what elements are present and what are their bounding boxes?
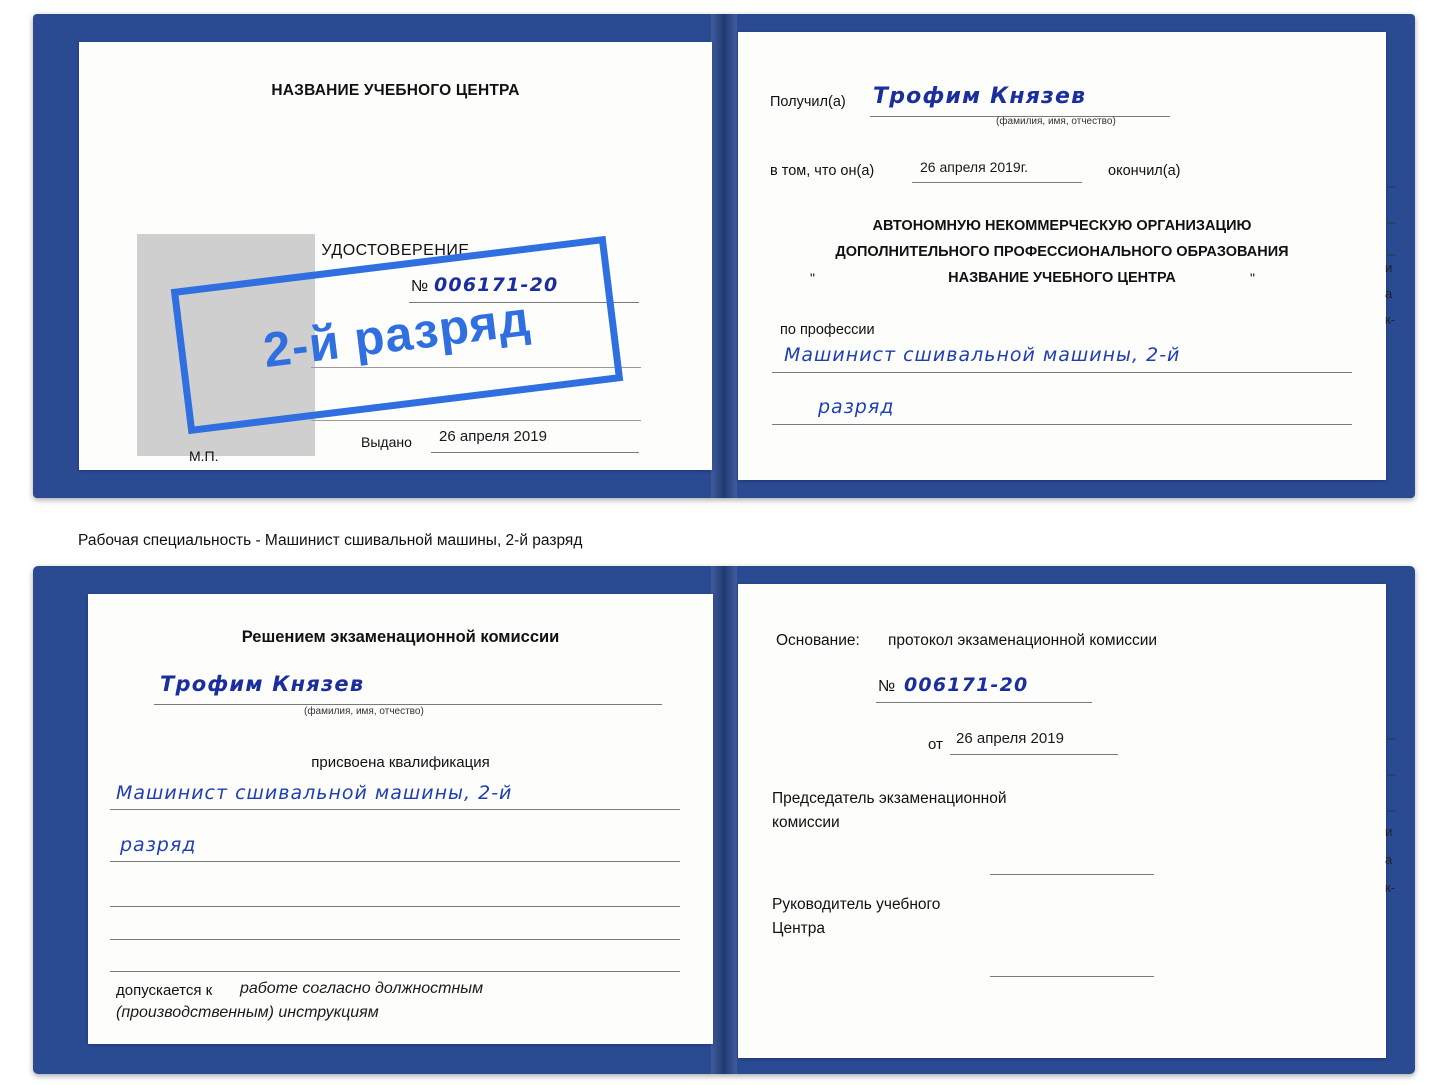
certificate2-edge-fragments: – – – и а к- xyxy=(1385,730,1396,895)
from-date-underline xyxy=(950,754,1118,755)
edge-fragment-3: к- xyxy=(1385,880,1396,895)
basis-label: Основание: xyxy=(776,632,860,649)
blank-rule-2 xyxy=(110,939,680,940)
from-label: от xyxy=(928,736,943,753)
allowed-label: допускается к xyxy=(116,982,213,999)
edge-fragment-2: а xyxy=(1385,852,1393,867)
quote-close: " xyxy=(1250,270,1255,286)
certificate-book-bottom xyxy=(33,566,1415,1074)
head-signature-line xyxy=(990,976,1154,977)
protocol-number-underline xyxy=(876,702,1092,703)
image-caption: Рабочая специальность - Машинист сшивальной машины, 2-й разряд xyxy=(78,532,583,549)
quote-open: " xyxy=(810,270,815,286)
certificate2-left-page xyxy=(88,594,713,1044)
student-name-underline xyxy=(154,704,662,705)
blank-line-2 xyxy=(311,420,641,421)
org-line-2: ДОПОЛНИТЕЛЬНОГО ПРОФЕССИОНАЛЬНОГО ОБРАЗОВАНИЯ xyxy=(835,244,1289,260)
finished-label: окончил(а) xyxy=(1108,163,1181,179)
qualification-line-1: Машинист сшивальной машины, 2-й xyxy=(116,782,513,804)
number-symbol: № xyxy=(878,678,896,695)
profession-line-2: разряд xyxy=(818,396,895,418)
that-label: в том, что он(а) xyxy=(770,163,875,179)
allowed-line-1: работе согласно должностным xyxy=(240,980,484,997)
issued-label: Выдано xyxy=(361,434,412,450)
certificate2-right-page xyxy=(738,584,1386,1058)
certificate1-edge-fragments: – – – и а к- xyxy=(1385,178,1396,327)
profession-line-2-rule xyxy=(772,424,1352,425)
edge-fragment-1: и xyxy=(1385,824,1393,839)
profession-label: по профессии xyxy=(780,322,875,338)
edge-fragment-3: к- xyxy=(1385,312,1396,327)
org-name: НАЗВАНИЕ УЧЕБНОГО ЦЕНТРА xyxy=(948,270,1176,286)
head-line-2: Центра xyxy=(772,920,825,937)
finish-date-underline xyxy=(912,182,1082,183)
qualification-label: присвоена квалификация xyxy=(311,754,490,771)
name-hint: (фамилия, имя, отчество) xyxy=(996,116,1116,127)
blank-rule-1 xyxy=(110,906,680,907)
certificate-number: 006171-20 xyxy=(434,274,559,296)
certificate1-right-page xyxy=(738,32,1386,480)
protocol-number: 006171-20 xyxy=(904,674,1029,696)
student-name: Трофим Князев xyxy=(160,672,365,696)
profession-line-1: Машинист сшивальной машины, 2-й xyxy=(784,344,1181,366)
seal-label: М.П. xyxy=(189,448,219,464)
page-title: НАЗВАНИЕ УЧЕБНОГО ЦЕНТРА xyxy=(271,82,520,99)
issued-date-underline xyxy=(431,452,639,453)
chair-line-1: Председатель экзаменационной xyxy=(772,790,1007,807)
page-title: Решением экзаменационной комиссии xyxy=(241,628,560,646)
basis-value: протокол экзаменационной комиссии xyxy=(888,632,1158,649)
edge-fragment-2: а xyxy=(1385,286,1393,301)
qualification-line-2: разряд xyxy=(120,834,197,856)
chair-signature-line xyxy=(990,874,1154,875)
number-symbol: № xyxy=(411,278,429,295)
edge-fragment-1: и xyxy=(1385,260,1393,275)
received-label: Получил(а) xyxy=(770,94,846,110)
watermark-text: 2-й разряд xyxy=(260,291,534,379)
chair-line-2: комиссии xyxy=(772,814,840,831)
qual-rule-1 xyxy=(110,809,680,810)
qual-rule-2 xyxy=(110,861,680,862)
finish-date: 26 апреля 2019г. xyxy=(920,159,1029,175)
head-line-1: Руководитель учебного xyxy=(772,896,941,913)
document-type-label: УДОСТОВЕРЕНИЕ xyxy=(321,242,470,259)
profession-line-1-rule xyxy=(772,372,1352,373)
blank-rule-3 xyxy=(110,971,680,972)
org-line-1: АВТОНОМНУЮ НЕКОММЕРЧЕСКУЮ ОРГАНИЗАЦИЮ xyxy=(872,218,1252,234)
allowed-line-2: (производственным) инструкциям xyxy=(116,1004,379,1021)
from-date: 26 апреля 2019 xyxy=(956,730,1064,747)
name-hint: (фамилия, имя, отчество) xyxy=(304,706,424,717)
received-name: Трофим Князев xyxy=(873,84,1087,109)
issued-date: 26 апреля 2019 xyxy=(439,428,547,445)
